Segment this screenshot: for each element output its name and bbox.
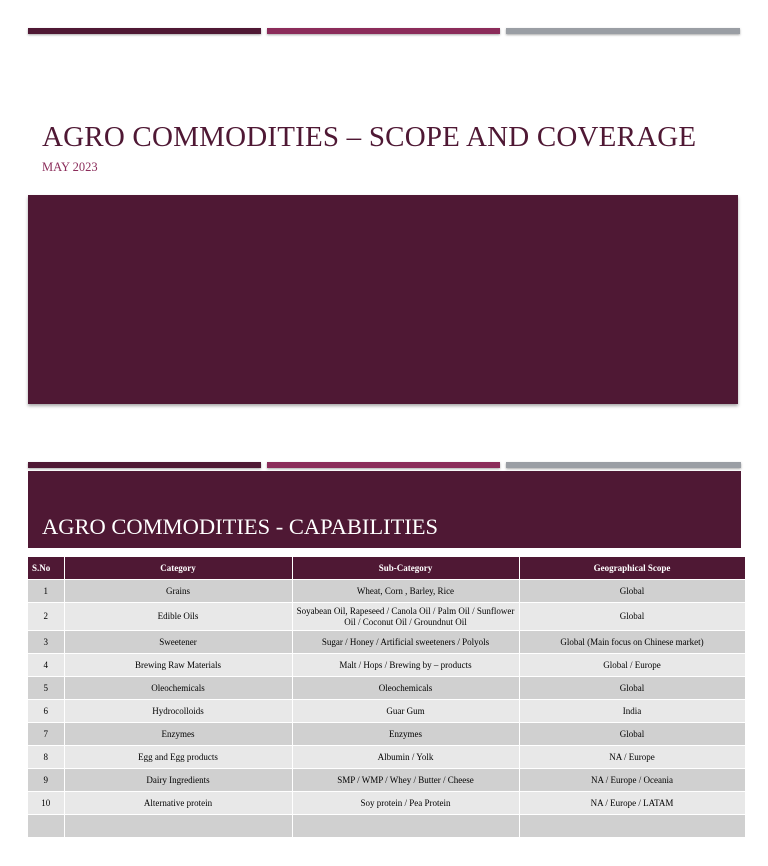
cell-sno: 2 [28, 603, 64, 631]
cell-category: Hydrocolloids [64, 700, 292, 723]
accent-bar-mid-2 [267, 462, 500, 468]
cell-sub-category [292, 815, 519, 838]
cell-sub-category: Enzymes [292, 723, 519, 746]
cell-category: Brewing Raw Materials [64, 654, 292, 677]
table-row [28, 654, 745, 677]
cell-sno: 9 [28, 769, 64, 792]
title-banner [28, 471, 741, 548]
cell-category: Egg and Egg products [64, 746, 292, 769]
cell-sub-category: Albumin / Yolk [292, 746, 519, 769]
cell-category: Grains [64, 580, 292, 603]
header-sno: S.No [28, 557, 64, 580]
cell-scope [519, 815, 745, 838]
table-row [28, 723, 745, 746]
cell-scope: Global [519, 580, 745, 603]
capabilities-table [28, 557, 746, 837]
cell-category: Dairy Ingredients [64, 769, 292, 792]
cell-sno: 5 [28, 677, 64, 700]
cell-sno: 1 [28, 580, 64, 603]
cell-scope: Global (Main focus on Chinese market) [519, 631, 745, 654]
cell-sub-category: Soyabean Oil, Rapeseed / Canola Oil / Palm Oil / Sunflower Oil / Coconut Oil / Groundnut Oil [292, 603, 519, 631]
cell-scope: Global [519, 603, 745, 631]
cell-sub-category: SMP / WMP / Whey / Butter / Cheese [292, 769, 519, 792]
table-row [28, 603, 745, 631]
cell-scope: Global [519, 723, 745, 746]
cell-sno [28, 815, 64, 838]
cell-category: Enzymes [64, 723, 292, 746]
cell-sub-category: Sugar / Honey / Artificial sweeteners / Polyols [292, 631, 519, 654]
header-sub-category: Sub-Category [292, 557, 519, 580]
cell-sub-category: Oleochemicals [292, 677, 519, 700]
table-row [28, 580, 745, 603]
cell-scope: NA / Europe / Oceania [519, 769, 745, 792]
accent-bar-gray [506, 28, 740, 34]
accent-bar-dark-2 [28, 462, 261, 468]
accent-bar-dark [28, 28, 261, 34]
accent-bar-gray-2 [506, 462, 741, 468]
table-row [28, 792, 745, 815]
slide-2-title: AGRO COMMODITIES - CAPABILITIES [42, 514, 439, 539]
cell-category: Sweetener [64, 631, 292, 654]
cell-sub-category: Malt / Hops / Brewing by – products [292, 654, 519, 677]
header-category: Category [64, 557, 292, 580]
cell-sno: 6 [28, 700, 64, 723]
cell-scope: Global / Europe [519, 654, 745, 677]
cell-category: Oleochemicals [64, 677, 292, 700]
cell-sub-category: Wheat, Corn , Barley, Rice [292, 580, 519, 603]
slide-1-title: AGRO COMMODITIES – SCOPE AND COVERAGE [42, 121, 697, 153]
cell-sno: 4 [28, 654, 64, 677]
cell-sno: 8 [28, 746, 64, 769]
cell-sno: 7 [28, 723, 64, 746]
table-row [28, 746, 745, 769]
table-row [28, 700, 745, 723]
cell-scope: India [519, 700, 745, 723]
table-row [28, 631, 745, 654]
cell-category [64, 815, 292, 838]
cell-category: Edible Oils [64, 603, 292, 631]
table-header-row [28, 557, 745, 580]
table-row [28, 769, 745, 792]
cell-sub-category: Soy protein / Pea Protein [292, 792, 519, 815]
header-geographical-scope: Geographical Scope [519, 557, 745, 580]
cell-sno: 3 [28, 631, 64, 654]
hero-block [28, 195, 738, 404]
accent-bar-mid [267, 28, 500, 34]
cell-sno: 10 [28, 792, 64, 815]
cell-scope: NA / Europe / LATAM [519, 792, 745, 815]
cell-scope: Global [519, 677, 745, 700]
cell-scope: NA / Europe [519, 746, 745, 769]
table-row-empty [28, 815, 745, 838]
cell-category: Alternative protein [64, 792, 292, 815]
slide-1-subtitle: MAY 2023 [42, 160, 98, 174]
cell-sub-category: Guar Gum [292, 700, 519, 723]
table-row [28, 677, 745, 700]
